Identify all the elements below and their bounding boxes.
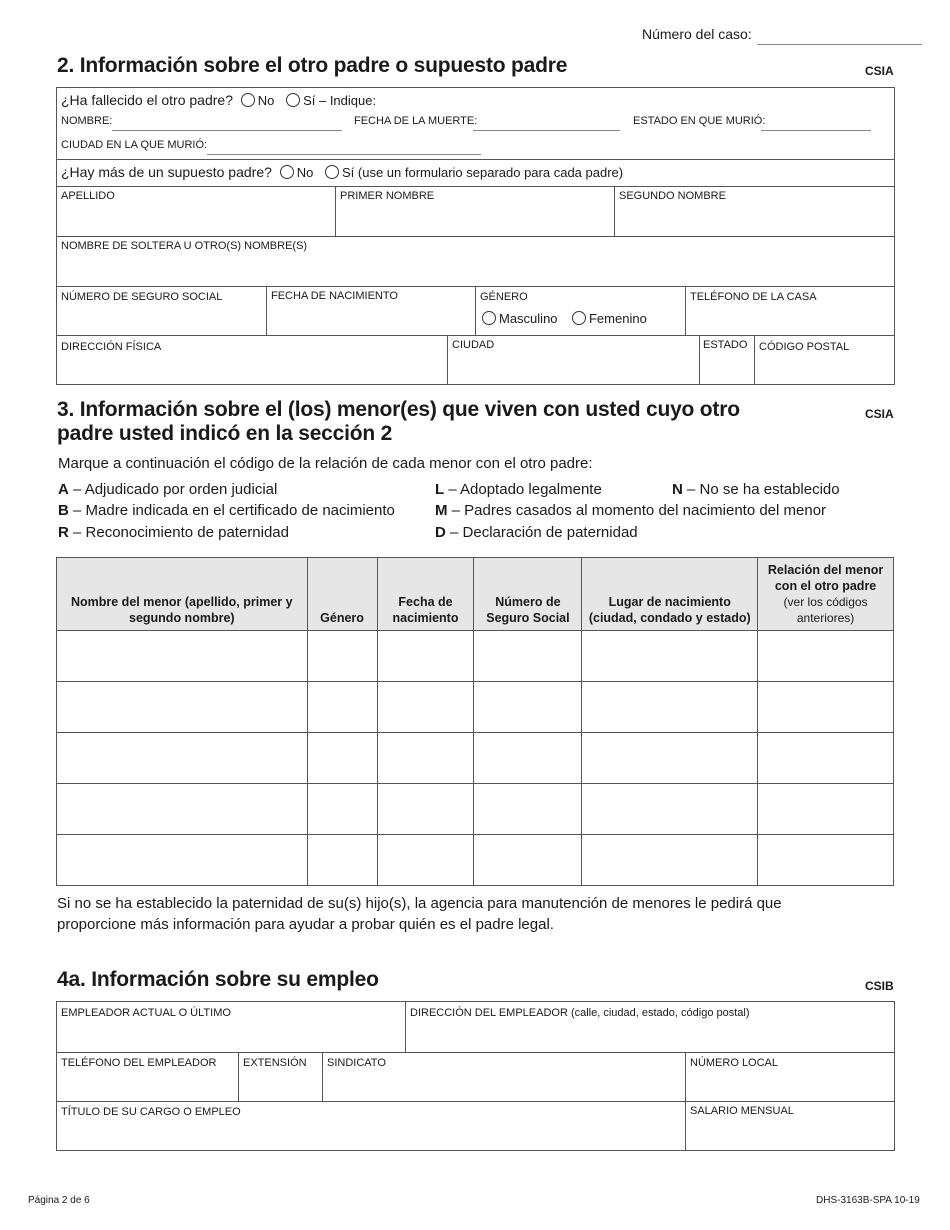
form-id: DHS-3163B-SPA 10-19 — [816, 1195, 920, 1206]
code-n: N – No se ha establecido — [672, 481, 840, 498]
child-ssn-cell[interactable] — [474, 682, 582, 733]
death-city-label: CIUDAD EN LA QUE MURIÓ: — [61, 139, 208, 151]
address-label: DIRECCIÓN FÍSICA — [61, 341, 162, 353]
extension-label: EXTENSIÓN — [243, 1057, 307, 1069]
more-fathers-no-label: No — [296, 165, 314, 180]
child-name-cell[interactable] — [57, 835, 308, 886]
table-row — [57, 784, 894, 835]
deceased-name-field[interactable] — [112, 130, 342, 131]
section-3-title-line2: padre usted indicó en la sección 2 — [57, 422, 393, 445]
death-state-field[interactable] — [761, 130, 871, 131]
ssn-label: NÚMERO DE SEGURO SOCIAL — [61, 291, 223, 303]
job-title-label: TÍTULO DE SU CARGO O EMPLEO — [61, 1106, 241, 1118]
maiden-name-label: NOMBRE DE SOLTERA U OTRO(S) NOMBRE(S) — [61, 240, 308, 252]
child-name-cell[interactable] — [57, 682, 308, 733]
gender-label: GÉNERO — [480, 291, 528, 303]
header-relation: Relación del menor con el otro padre (ver los códigos anteriores) — [758, 558, 894, 631]
child-relation-cell[interactable] — [758, 835, 894, 886]
death-state-label: ESTADO EN QUE MURIÓ: — [633, 115, 766, 127]
child-ssn-cell[interactable] — [474, 733, 582, 784]
section-2-tag: CSIA — [865, 64, 894, 78]
child-dob-cell[interactable] — [377, 631, 474, 682]
child-birthplace-cell[interactable] — [582, 682, 758, 733]
code-a: A – Adjudicado por orden judicial — [58, 481, 278, 498]
last-name-label: APELLIDO — [61, 190, 115, 202]
more-fathers-question: ¿Hay más de un supuesto padre? — [61, 164, 272, 180]
table-row — [57, 631, 894, 682]
section-2-form — [56, 87, 895, 385]
child-relation-cell[interactable] — [758, 784, 894, 835]
monthly-salary-label: SALARIO MENSUAL — [690, 1105, 794, 1117]
code-r: R – Reconocimiento de paternidad — [58, 524, 289, 541]
more-fathers-yes-radio[interactable] — [325, 165, 339, 179]
code-m: M – Padres casados al momento del nacimiento del menor — [435, 502, 827, 519]
children-table — [56, 557, 894, 886]
employer-address-label: DIRECCIÓN DEL EMPLEADOR (calle, ciudad, estado, código postal) — [410, 1007, 750, 1019]
child-dob-cell[interactable] — [377, 733, 474, 784]
case-number-field[interactable] — [757, 44, 922, 45]
deceased-no-radio[interactable] — [241, 93, 255, 107]
header-gender: Género — [307, 558, 377, 631]
child-gender-cell[interactable] — [307, 631, 377, 682]
child-birthplace-cell[interactable] — [582, 733, 758, 784]
section-3-tag: CSIA — [865, 407, 894, 421]
home-phone-label: TELÉFONO DE LA CASA — [690, 291, 817, 303]
deceased-name-label: NOMBRE: — [61, 115, 113, 127]
section-3-title-line1: 3. Información sobre el (los) menor(es) que viven con usted cuyo otro — [57, 398, 740, 421]
child-ssn-cell[interactable] — [474, 631, 582, 682]
child-relation-cell[interactable] — [758, 631, 894, 682]
union-label: SINDICATO — [327, 1057, 386, 1069]
deceased-question: ¿Ha fallecido el otro padre? — [61, 92, 233, 108]
first-name-label: PRIMER NOMBRE — [340, 190, 435, 202]
code-l: L – Adoptado legalmente — [435, 481, 602, 498]
paternity-note: Si no se ha establecido la paternidad de su(s) hijo(s), la agencia para manutención de menores le pedirá que proporcione más información para ayudar a probar quién es el padre legal. — [57, 895, 782, 933]
section-4a-tag: CSIB — [865, 979, 894, 993]
table-row — [57, 733, 894, 784]
local-number-label: NÚMERO LOCAL — [690, 1057, 779, 1069]
dob-label: FECHA DE NACIMIENTO — [271, 290, 398, 302]
female-label: Femenino — [588, 311, 647, 326]
child-ssn-cell[interactable] — [474, 835, 582, 886]
child-name-cell[interactable] — [57, 631, 308, 682]
page-number: Página 2 de 6 — [28, 1195, 90, 1206]
deceased-no-label: No — [257, 93, 275, 108]
child-relation-cell[interactable] — [758, 733, 894, 784]
child-birthplace-cell[interactable] — [582, 835, 758, 886]
child-gender-cell[interactable] — [307, 835, 377, 886]
child-dob-cell[interactable] — [377, 682, 474, 733]
child-name-cell[interactable] — [57, 784, 308, 835]
case-number-label: Número del caso: — [642, 26, 752, 42]
child-gender-cell[interactable] — [307, 784, 377, 835]
code-d: D – Declaración de paternidad — [435, 524, 638, 541]
table-row — [57, 835, 894, 886]
child-gender-cell[interactable] — [307, 733, 377, 784]
section-4a-form — [56, 1001, 895, 1151]
child-dob-cell[interactable] — [377, 835, 474, 886]
state-label: ESTADO — [703, 339, 748, 351]
header-ssn: Número de Seguro Social — [474, 558, 582, 631]
female-radio[interactable] — [572, 311, 586, 325]
employer-phone-label: TELÉFONO DEL EMPLEADOR — [61, 1057, 217, 1069]
header-dob: Fecha de nacimiento — [377, 558, 474, 631]
section-2-title: 2. Información sobre el otro padre o supuesto padre — [57, 54, 568, 77]
child-name-cell[interactable] — [57, 733, 308, 784]
death-city-field[interactable] — [207, 154, 481, 155]
employer-label: EMPLEADOR ACTUAL O ÚLTIMO — [61, 1007, 231, 1019]
table-row — [57, 682, 894, 733]
relation-instruction: Marque a continuación el código de la relación de cada menor con el otro padre: — [58, 455, 593, 472]
more-fathers-yes-label: Sí (use un formulario separado para cada padre) — [341, 165, 624, 180]
child-birthplace-cell[interactable] — [582, 784, 758, 835]
child-relation-cell[interactable] — [758, 682, 894, 733]
header-child-name: Nombre del menor (apellido, primer y segundo nombre) — [57, 558, 308, 631]
male-radio[interactable] — [482, 311, 496, 325]
more-fathers-no-radio[interactable] — [280, 165, 294, 179]
death-date-field[interactable] — [473, 130, 620, 131]
child-gender-cell[interactable] — [307, 682, 377, 733]
deceased-yes-label: Sí – Indique: — [303, 93, 377, 108]
header-birthplace: Lugar de nacimiento (ciudad, condado y estado) — [582, 558, 758, 631]
code-b: B – Madre indicada en el certificado de nacimiento — [58, 502, 395, 519]
death-date-label: FECHA DE LA MUERTE: — [354, 115, 478, 127]
child-ssn-cell[interactable] — [474, 784, 582, 835]
section-4a-title: 4a. Información sobre su empleo — [57, 968, 379, 991]
child-birthplace-cell[interactable] — [582, 631, 758, 682]
zip-label: CÓDIGO POSTAL — [759, 341, 850, 353]
city-label: CIUDAD — [452, 339, 495, 351]
male-label: Masculino — [499, 311, 558, 326]
child-dob-cell[interactable] — [377, 784, 474, 835]
middle-name-label: SEGUNDO NOMBRE — [619, 190, 726, 202]
deceased-yes-radio[interactable] — [286, 93, 300, 107]
